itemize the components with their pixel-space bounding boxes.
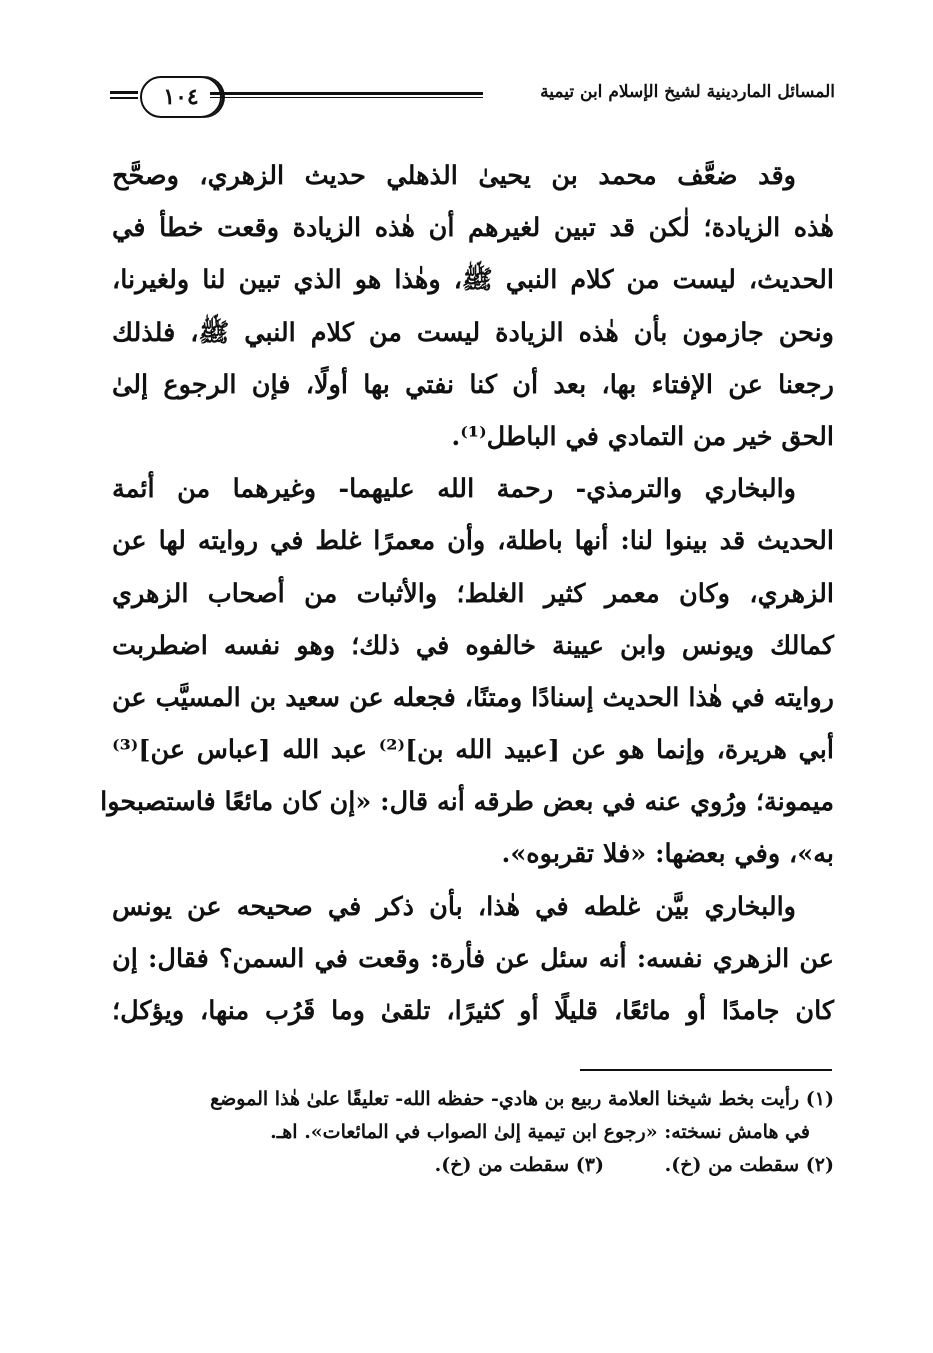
footnote-3: (٣) سقطت من (خ). (434, 1154, 604, 1176)
footnote-separator (580, 1069, 832, 1071)
header-rule (210, 92, 483, 95)
text-line: كان جامدًا أو مائعًا، قليلًا أو كثيرًا، تلقىٰ وما قَرُب منها، ويؤكل؛ (112, 996, 834, 1026)
text-line: روايته في هٰذا الحديث إسنادًا ومتنًا، فجعله عن سعيد بن المسيَّب عن (112, 682, 834, 713)
text-line: ميمونة؛ ورُوي عنه في بعض طرقه أنه قال: «إن كان مائعًا فاستصبحوا (100, 787, 834, 818)
text-line: هٰذه الزيادة؛ لٰكن قد تبين لغيرهم أن هٰذه الزيادة وقعت خطأ في (112, 213, 834, 244)
footnote-2: (٢) سقطت من (خ). (664, 1154, 834, 1176)
header-ornament (110, 91, 138, 94)
header-rule (210, 97, 483, 98)
text-line: الحديث قد بينوا لنا: أنها باطلة، وأن معمرًا غلط في روايته لها عن (112, 526, 834, 557)
page-number: ١٠٤ (140, 76, 222, 118)
text-line: أبي هريرة، وإنما هو عن [عبيد الله بن]⁽²⁾ عبد الله [عباس عن]⁽³⁾ (112, 735, 834, 766)
footnote-1: (١) رأيت بخط شيخنا العلامة ربيع بن هادي- حفظه الله- تعليقًا علىٰ هٰذا الموضع (210, 1088, 834, 1110)
text-line: عن الزهري نفسه: أنه سئل عن فأرة: وقعت في السمن؟ فقال: إن (112, 943, 834, 974)
text-line: ونحن جازمون بأن هٰذه الزيادة ليست من كلام النبي ﷺ، فلذلك (112, 317, 834, 348)
running-title: المسائل الماردينية لشيخ الإسلام ابن تيمية (540, 82, 835, 102)
footnote-row (112, 1149, 834, 1182)
text-line: الزهري، وكان معمر كثير الغلط؛ والأثبات من أصحاب الزهري (112, 578, 834, 609)
text-line: به»، وفي بعضها: «فلا تقربوه». (501, 839, 834, 870)
text-line: وقد ضعَّف محمد بن يحيىٰ الذهلي حديث الزهري، وصحَّح (112, 161, 796, 191)
main-text (100, 150, 834, 1037)
text-line: والبخاري بيَّن غلطه في هٰذا، بأن ذكر في صحيحه عن يونس (112, 891, 796, 922)
header-ornament (110, 97, 138, 99)
footnote-1-continued: في هامش نسخته: «رجوع ابن تيمية إلىٰ الصواب في المائعات». اهـ. (270, 1121, 810, 1143)
text-line: والبخاري والترمذي- رحمة الله عليهما- وغيرهما من أئمة (112, 474, 796, 505)
footnotes (112, 1083, 834, 1182)
text-line: كمالك ويونس وابن عيينة خالفوه في ذلك؛ وهو نفسه اضطربت (112, 630, 834, 661)
text-line: الحق خير من التمادي في الباطل⁽¹⁾. (451, 421, 834, 452)
page-header (110, 72, 835, 124)
text-line: رجعنا عن الإفتاء بها، بعد أن كنا نفتي بها أولًا، فإن الرجوع إلىٰ (112, 369, 834, 400)
text-line: الحديث، ليست من كلام النبي ﷺ، وهٰذا هو الذي تبين لنا ولغيرنا، (112, 265, 834, 296)
